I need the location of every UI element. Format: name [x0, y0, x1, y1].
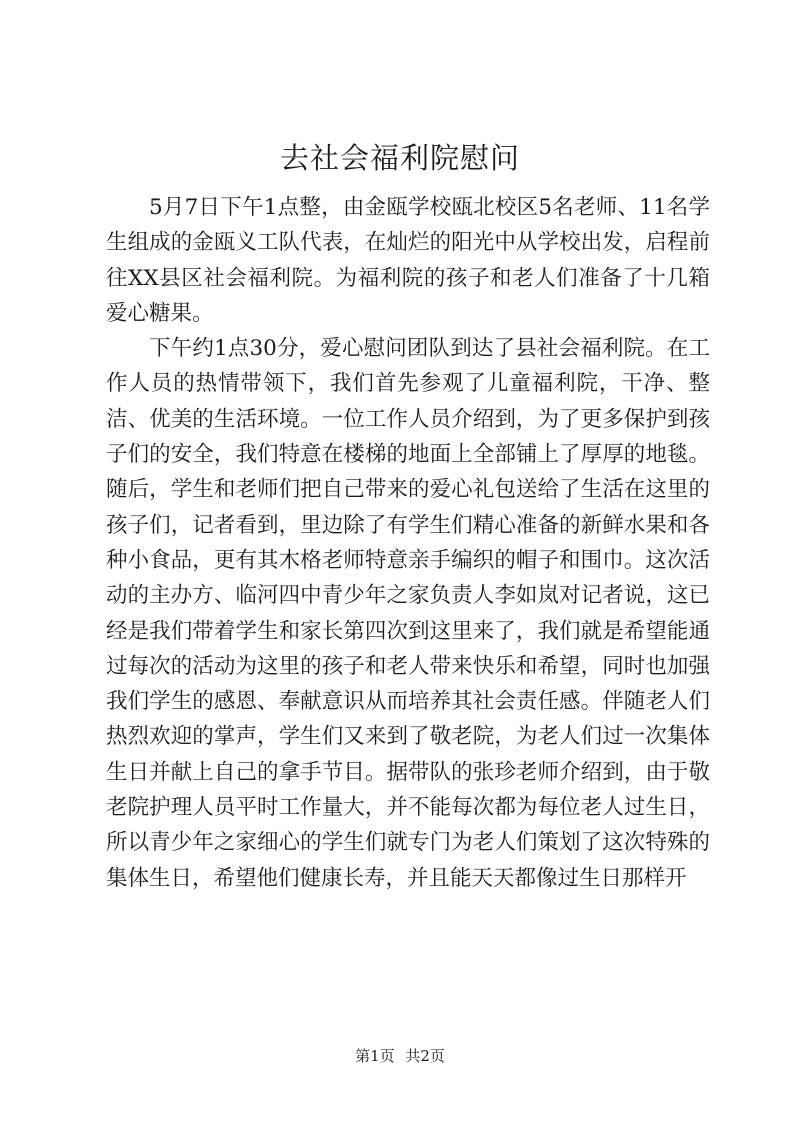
document-body	[106, 190, 710, 896]
page-total: 共2页	[405, 1047, 445, 1065]
paragraph-1: 5月7日下午1点整，由金瓯学校瓯北校区5名老师、11名学生组成的金瓯义工队代表，在灿烂的阳光中从学校出发，启程前往XX县区社会福利院。为福利院的孩子和老人们准备了十几箱爱心糖果。	[106, 195, 710, 326]
page-footer	[0, 1046, 800, 1066]
paragraph-2: 下午约1点30分，爱心慰问团队到达了县社会福利院。在工作人员的热情带领下，我们首先参观了儿童福利院，干净、整洁、优美的生活环境。一位工作人员介绍到，为了更多保护到孩子们的安全，我们特意在楼梯的地面上全部铺上了厚厚的地毯。随后，学生和老师们把自己带来的爱心礼包送给了生活在这里的孩子们，记者看到，里边除了有学生们精心准备的新鲜水果和各种小食品，更有其木格老师特意亲手编织的帽子和围巾。这次活动的主办方、临河四中青少年之家负责人李如岚对记者说，这已经是我们带着学生和家长第四次到这里来了，我们就是希望能通过每次的活动为这里的孩子和老人带来快乐和希望，同时也加强我们学生的感恩、奉献意识从而培养其社会责任感。伴随老人们热烈欢迎的掌声，学生们又来到了敬老院，为老人们过一次集体生日并献上自己的拿手节目。据带队的张珍老师介绍到，由于敬老院护理人员平时工作量大，并不能每次都为每位老人过生日，所以青少年之家细心的学生们就专门为老人们策划了这次特殊的集体生日，希望他们健康长寿，并且能天天都像过生日那样开	[106, 336, 710, 891]
document-title: 去社会福利院慰问	[279, 141, 520, 175]
page-number: 第1页	[355, 1047, 395, 1065]
